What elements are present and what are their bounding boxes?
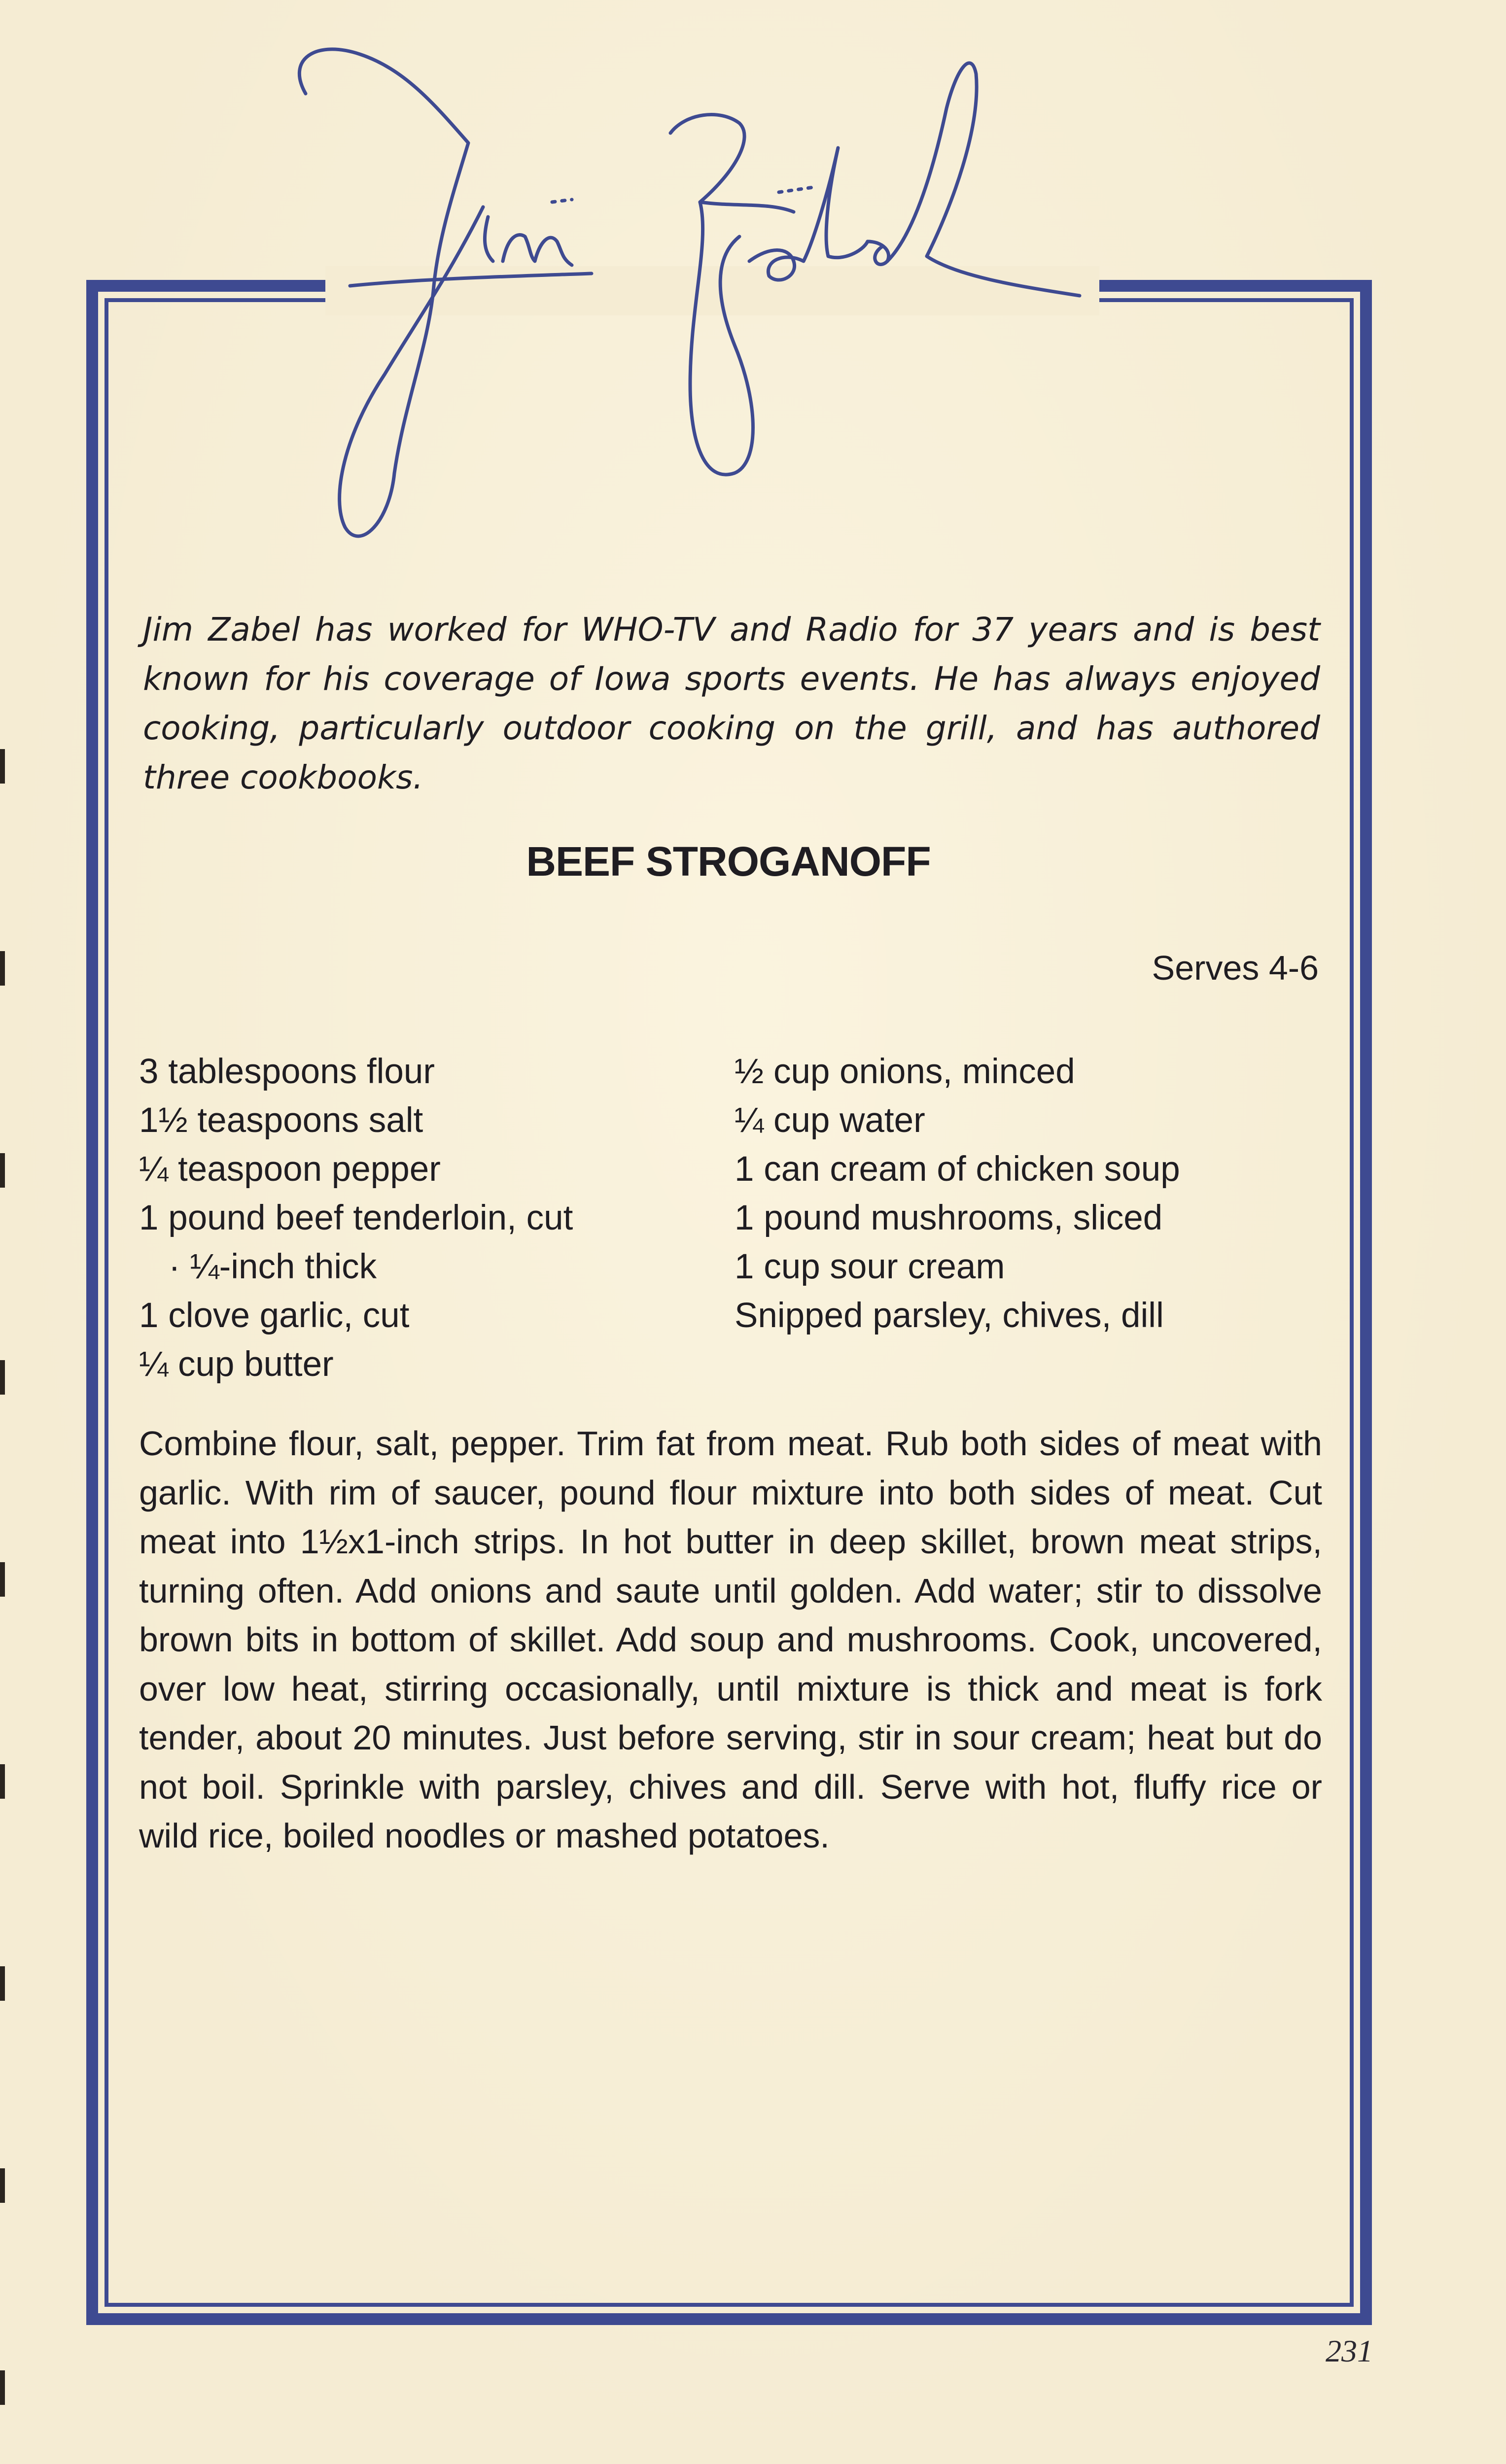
handwritten-signature (276, 30, 1262, 621)
ingredient-item: ¼ cup water (735, 1101, 925, 1140)
ingredient-item: · ¼-inch thick (169, 1247, 377, 1286)
page-number: 231 (1326, 2333, 1373, 2368)
ingredient-item: ¼ teaspoon pepper (139, 1150, 441, 1189)
ingredient-item: 1 cup sour cream (735, 1247, 1005, 1286)
ingredient-item: ½ cup onions, minced (735, 1052, 1075, 1091)
ingredient-item: ¼ cup butter (139, 1345, 334, 1384)
ingredient-item: 1 can cream of chicken soup (735, 1150, 1180, 1189)
recipe-method: Combine flour, salt, pepper. Trim fat from meat. Rub both sides of meat with garlic. With rim of saucer, pound flour mixture into both sides of meat. Cut meat into 1½x1-inch strips. In hot butter in deep skillet, brown meat strips, turning often. Add onions and saute until golden. Add water; stir to dissolve brown bits in bottom of skillet. Add soup and mushrooms. Cook, uncovered, over low heat, stirring occasionally, until mixture is thick and meat is fork tender, about 20 minutes. Just before serving, stir in sour cream; heat but do not boil. Sprinkle with parsley, chives and dill. Serve with hot, fluffy rice or wild rice, boiled noodles or mashed potatoes. (139, 1424, 1322, 1855)
author-bio: Jim Zabel has worked for WHO-TV and Radio for 37 years and is best known for his coverage of Iowa sports events. He has always enjoyed cooking, particularly outdoor cooking on the grill, and has authored three cookbooks. (143, 611, 1320, 796)
servings: Serves 4-6 (1152, 949, 1319, 987)
ingredient-item: 1 pound beef tenderloin, cut (139, 1198, 573, 1237)
binding-holes (0, 0, 20, 2464)
ingredient-item: 1½ teaspoons salt (139, 1101, 423, 1140)
recipe-title: BEEF STROGANOFF (526, 838, 931, 885)
ingredient-item: 1 clove garlic, cut (139, 1296, 410, 1335)
ingredient-item: 3 tablespoons flour (139, 1052, 435, 1091)
ingredient-item: Snipped parsley, chives, dill (735, 1296, 1164, 1335)
ingredient-item: 1 pound mushrooms, sliced (735, 1198, 1163, 1237)
ingredients-left-column (139, 1047, 721, 1389)
ingredients-right-column (735, 1047, 1326, 1340)
